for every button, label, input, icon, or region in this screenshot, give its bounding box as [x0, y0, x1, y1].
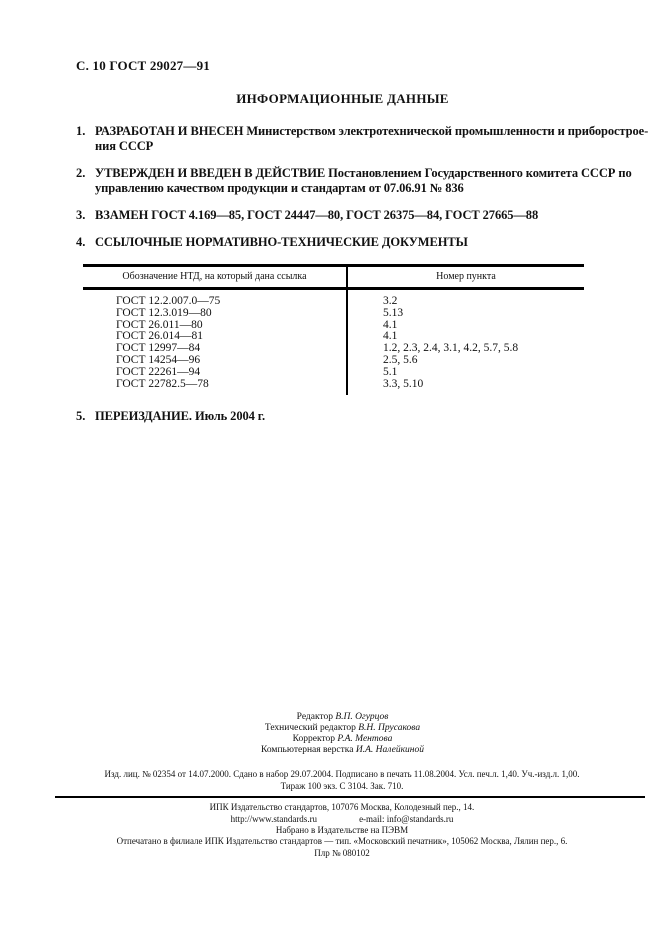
table-row: [83, 308, 584, 320]
credit-name: И.А. Налейкиной: [355, 745, 424, 756]
section-text-line: РАЗРАБОТАН И ВНЕСЕН Министерством электротехнической промышленности и приборострое-: [95, 124, 649, 138]
cell-ntd: ГОСТ 12.2.007.0—75: [83, 289, 347, 308]
section-text-line: ВЗАМЕН ГОСТ 4.169—85, ГОСТ 24447—80, ГОСТ 26375—84, ГОСТ 27665—88: [95, 208, 539, 222]
table-header: [83, 266, 584, 289]
publisher-contacts: [62, 814, 622, 825]
publisher-plr-number: Плр № 080102: [314, 847, 370, 858]
column-header-ntd: Обозначение НТД, на который дана ссылка: [83, 266, 347, 289]
cell-clause: 3.2: [383, 295, 398, 307]
section-republication: [76, 409, 609, 424]
editorial-credits: [76, 712, 609, 756]
section-text: [95, 166, 632, 196]
reference-documents-table: [83, 264, 584, 395]
footer-divider: [55, 796, 645, 798]
publisher-block: [62, 802, 622, 858]
section-replaces: [76, 208, 609, 223]
cell-ntd: ГОСТ 22782.5—78: [83, 379, 347, 396]
publisher-printed-note: Отпечатано в филиале ИПК Издательство стандартов — тип. «Московский печатник», 105062 Москва, Лялин пер., 6.: [116, 836, 568, 847]
section-text-line: управлению качеством продукции и стандартам от 07.06.91 № 836: [95, 181, 464, 195]
section-approved: [76, 166, 632, 196]
section-text-line: УТВЕРЖДЕН И ВВЕДЕН В ДЕЙСТВИЕ Постановлением Государственного комитета СССР по: [95, 166, 632, 180]
section-number: 5.: [76, 409, 86, 424]
publisher-email: e-mail: info@standards.ru: [359, 813, 454, 824]
credit-role: Технический редактор: [264, 723, 356, 734]
column-header-clause: Номер пункта: [347, 266, 584, 289]
imprint-block: [62, 769, 622, 792]
section-number: 3.: [76, 208, 86, 222]
section-developed: [76, 124, 649, 154]
table-row: [83, 367, 584, 379]
section-text: [95, 409, 609, 424]
publisher-typeset-note: Набрано в Издательстве на ПЭВМ: [275, 824, 409, 835]
section-text-line: ния СССР: [95, 139, 154, 153]
cell-clause: 4.1: [383, 318, 398, 331]
cell-clause: 4.1: [383, 330, 398, 343]
section-number: 4.: [76, 235, 86, 249]
credit-typesetting: [76, 745, 609, 756]
cell-ntd: ГОСТ 26.011—80: [83, 320, 347, 332]
section-references-heading: [76, 235, 609, 250]
running-header: С. 10 ГОСТ 29027—91: [76, 58, 210, 73]
section-text: [95, 208, 609, 223]
publisher-website: http://www.standards.ru: [230, 813, 318, 824]
section-number: 1.: [76, 124, 86, 138]
cell-clause: 2.5, 5.6: [383, 353, 418, 366]
information-sections: [76, 124, 649, 250]
document-title: ИНФОРМАЦИОННЫЕ ДАННЫЕ: [236, 91, 449, 106]
imprint-print-run-line: Тираж 100 экз. С 3104. Зак. 710.: [280, 780, 404, 791]
section-text: [95, 235, 609, 250]
cell-ntd: ГОСТ 12997—84: [83, 343, 347, 355]
publisher-address: ИПК Издательство стандартов, 107076 Москва, Колодезный пер., 14.: [209, 802, 475, 813]
cell-ntd: ГОСТ 22261—94: [83, 367, 347, 379]
cell-clause: 5.1: [383, 365, 398, 378]
credit-role: Редактор: [296, 712, 333, 723]
cell-clause: 1.2, 2.3, 2.4, 3.1, 4.2, 5.7, 5.8: [383, 342, 519, 355]
credit-name: В.П. Огурцов: [335, 712, 389, 723]
cell-ntd: ГОСТ 14254—96: [83, 355, 347, 367]
section-text-line: ПЕРЕИЗДАНИЕ. Июль 2004 г.: [95, 409, 265, 424]
table-row: [83, 289, 584, 308]
table-header-row: [83, 266, 584, 289]
table-row: [83, 379, 584, 396]
section-text-line: ССЫЛОЧНЫЕ НОРМАТИВНО-ТЕХНИЧЕСКИЕ ДОКУМЕНТЫ: [95, 235, 468, 249]
credit-technical-editor: [76, 723, 609, 734]
cell-ntd: ГОСТ 26.014—81: [83, 331, 347, 343]
cell-ntd: ГОСТ 12.3.019—80: [83, 308, 347, 320]
credit-editor: [76, 712, 609, 723]
credit-proofreader: [76, 734, 609, 745]
section-number: 2.: [76, 166, 86, 180]
credit-role: Корректор: [292, 734, 336, 745]
table-row: [83, 355, 584, 367]
credit-name: В.Н. Прусакова: [358, 723, 421, 734]
table-body: [83, 289, 584, 396]
imprint-license-line: Изд. лиц. № 02354 от 14.07.2000. Сдано в набор 29.07.2004. Подписано в печать 11.08.2004. Усл. печ.л. 1,40. Уч.-изд.л. 1,00.: [104, 769, 580, 780]
cell-clause: 3.3, 5.10: [383, 377, 424, 390]
cell-clause: 5.13: [383, 306, 404, 319]
section-text: [95, 124, 648, 154]
credit-role: Компьютерная верстка: [261, 745, 354, 756]
credit-name: Р.А. Ментова: [337, 734, 393, 745]
